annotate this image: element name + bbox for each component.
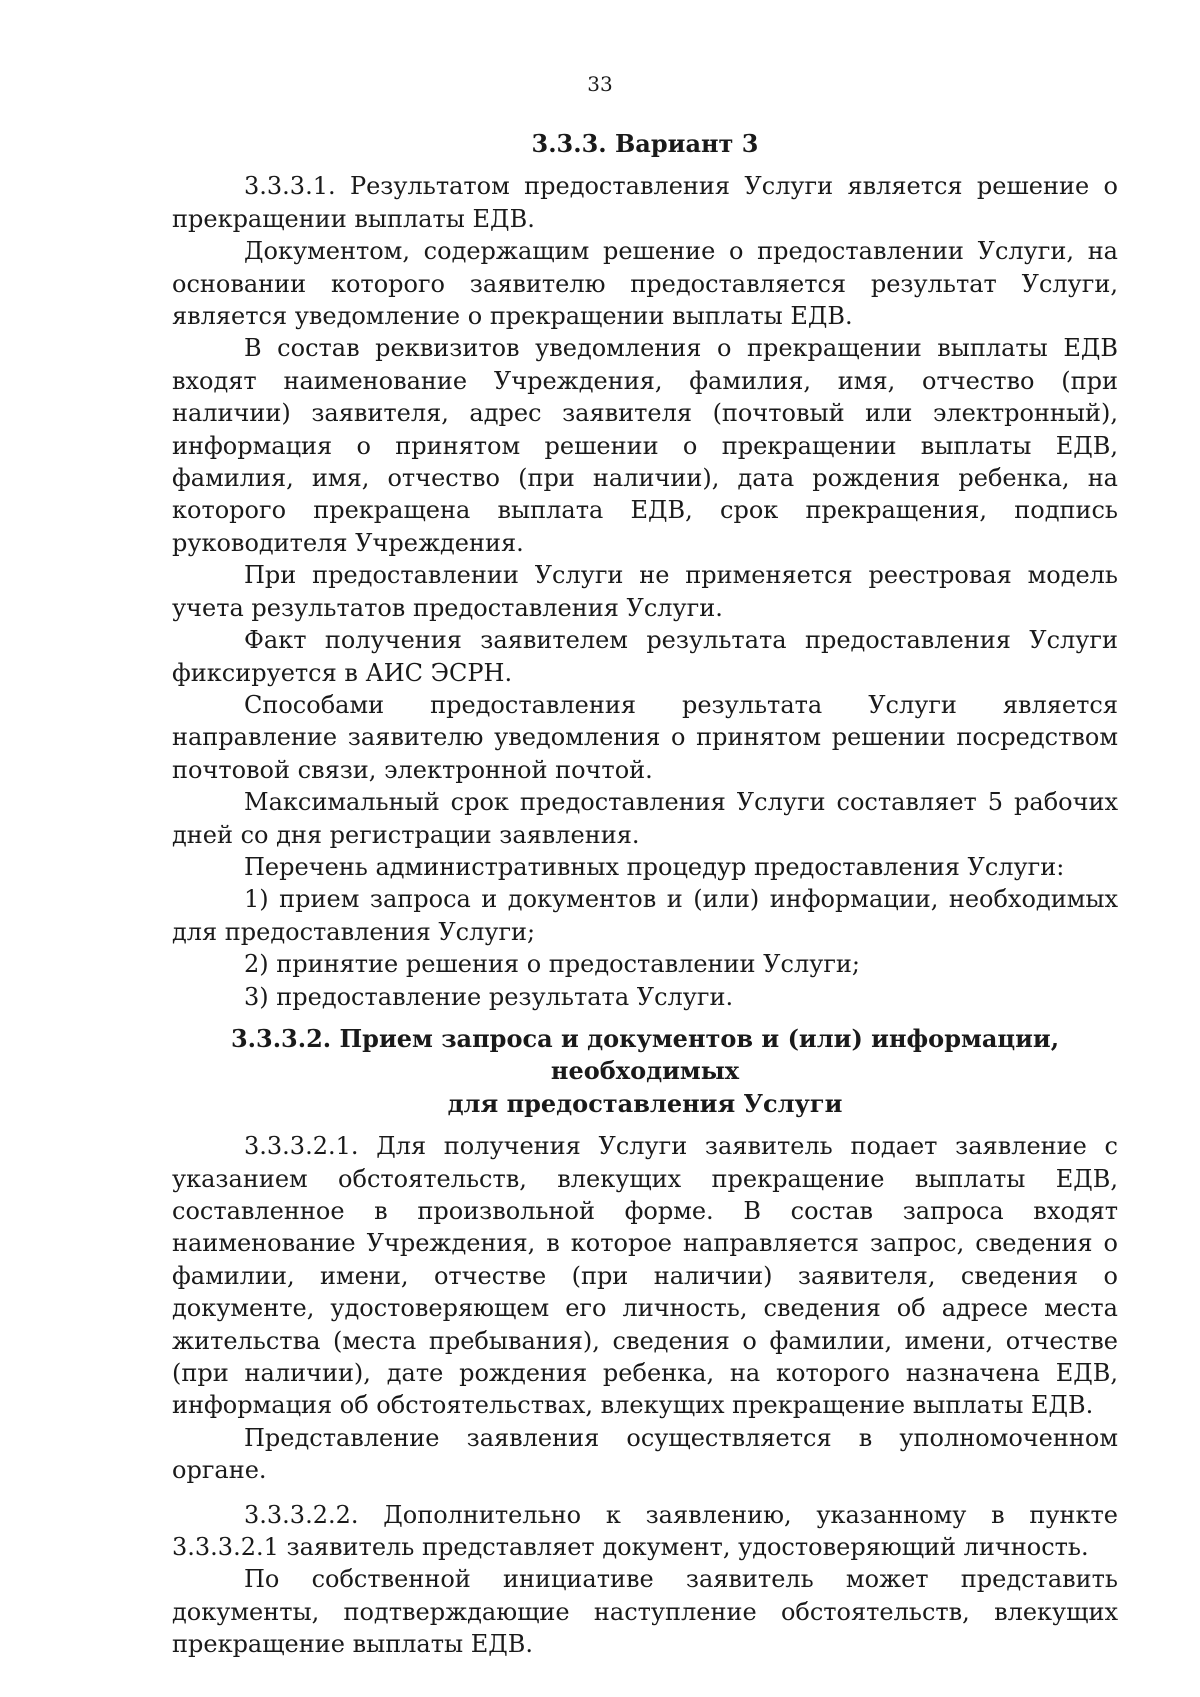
page-content <box>172 128 1118 1661</box>
section-heading: 3.3.3. Вариант 3 <box>531 129 759 158</box>
subsection-heading-line-1: 3.3.3.2. Прием запроса и документов и (или) информации, необходимых <box>230 1023 1060 1086</box>
paragraph-fact-recorded: Факт получения заявителем результата предоставления Услуги фиксируется в АИС ЭСРН. <box>172 626 1118 687</box>
list-item-procedure-1: 1) прием запроса и документов и (или) информации, необходимых для предоставления Услуги; <box>172 885 1118 946</box>
page-number: 33 <box>587 72 613 96</box>
list-item-procedure-2: 2) принятие решения о предоставлении Услуги; <box>244 950 860 979</box>
paragraph-decision-document: Документом, содержащим решение о предоставлении Услуги, на основании которого заявителю предоставляется результат Услуги, является уведомление о прекращении выплаты ЕДВ. <box>172 237 1118 331</box>
list-item-procedure-3: 3) предоставление результата Услуги. <box>244 982 734 1011</box>
subsection-heading <box>172 1023 1118 1120</box>
paragraph-max-term: Максимальный срок предоставления Услуги составляет 5 рабочих дней со дня регистрации заявления. <box>172 788 1118 849</box>
paragraph-submission-place: Представление заявления осуществляется в уполномоченном органе. <box>172 1423 1118 1485</box>
paragraph-own-initiative: По собственной инициативе заявитель может представить документы, подтверждающие наступление обстоятельств, влекущих прекращение выплаты ЕДВ. <box>172 1565 1118 1659</box>
paragraph-application: 3.3.3.2.1. Для получения Услуги заявитель подает заявление с указанием обстоятельств, влекущих прекращение выплаты ЕДВ, составленное в произвольной форме. В состав запроса входят наименование Учреждения, в которое направляется запрос, сведения о фамилии, имени, отчестве (при наличии) заявителя, сведения о документе, удостоверяющем его личность, сведения об адресе места жительства (места пребывания), сведения о фамилии, имени, отчестве (при наличии), дате рождения ребенка, на которого назначена ЕДВ, информация об обстоятельствах, влекущих прекращение выплаты ЕДВ. <box>172 1132 1118 1420</box>
paragraph-identity-document: 3.3.3.2.2. Дополнительно к заявлению, указанному в пункте 3.3.3.2.1 заявитель представляет документ, удостоверяющий личность. <box>172 1500 1118 1562</box>
paragraph-procedures-intro: Перечень административных процедур предоставления Услуги: <box>244 852 1065 881</box>
paragraph-registry-model: При предоставлении Услуги не применяется реестровая модель учета результатов предоставления Услуги. <box>172 561 1118 622</box>
paragraph-notice-requisites: В состав реквизитов уведомления о прекращении выплаты ЕДВ входят наименование Учреждения, фамилия, имя, отчество (при наличии) заявителя, адрес заявителя (почтовый или электронный), информация о принятом решении о прекращении выплаты ЕДВ, фамилия, имя, отчество (при наличии), дата рождения ребенка, на которого прекращена выплата ЕДВ, срок прекращения, подпись руководителя Учреждения. <box>172 334 1118 557</box>
subsection-heading-line-2: для предоставления Услуги <box>447 1088 843 1118</box>
paragraph-result: 3.3.3.1. Результатом предоставления Услуги является решение о прекращении выплаты ЕДВ. <box>172 172 1118 233</box>
paragraph-result-methods: Способами предоставления результата Услуги является направление заявителю уведомления о принятом решении посредством почтовой связи, электронной почтой. <box>172 690 1118 784</box>
